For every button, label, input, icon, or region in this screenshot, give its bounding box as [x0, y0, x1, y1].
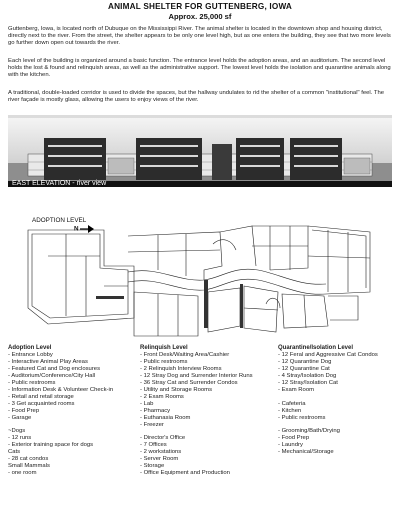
program-item: - Server Room: [140, 456, 179, 463]
intro-paragraph: Guttenberg, Iowa, is located north of Dubuque on the Mississippi River. The animal shelter is located in the downtown shop and housing district, directly next to the river. From the street, the shelter appears to be only one level high, but as one enters the building, they see that two more levels go further down open out towards the river.: [8, 26, 391, 47]
program-item: - Food Prep: [278, 435, 310, 442]
page-subtitle: Approx. 25,000 sf: [168, 12, 232, 21]
program-item: - Kitchen: [278, 407, 302, 414]
page-header: [0, 2, 400, 21]
quarantine-level-heading: Quarantine/Isolation Level: [278, 345, 354, 351]
elevation-caption: EAST ELEVATION - river view: [12, 180, 107, 187]
program-item: - Featured Cat and Dog enclosures: [8, 365, 101, 372]
program-item: - Mechanical/Storage: [278, 449, 334, 456]
program-item: - Freezer: [140, 421, 164, 428]
program-item: - 12 Feral and Aggressive Cat Condos: [278, 352, 378, 358]
program-item: Small Mammals: [8, 463, 50, 470]
north-arrow-icon: [80, 225, 94, 233]
program-item: - Front Desk/Waiting Area/Cashier: [140, 352, 230, 358]
program-item: - Information Desk & Volunteer Check-in: [8, 386, 114, 393]
program-item: - Cafeteria: [278, 400, 306, 407]
program-item: - Lab: [140, 400, 154, 407]
program-item: - Public restrooms: [278, 414, 326, 421]
program-item: - 7 Offices: [140, 442, 167, 449]
program-item: - 12 Quarantine Dog: [278, 358, 332, 365]
program-item: - 36 Stray Cat and Surrender Condos: [140, 379, 238, 386]
program-item: - 4 Stray/Isolation Dog: [278, 372, 337, 379]
adoption-level-heading: Adoption Level: [8, 345, 52, 351]
relinquish-level-list: [140, 345, 253, 477]
program-item: - 12 Stray Dog and Surrender Interior Runs: [140, 372, 253, 379]
north-arrow: [74, 225, 94, 233]
program-item: - 2 Exam Rooms: [140, 393, 184, 400]
program-item: - 28 cat condos: [8, 456, 49, 463]
program-item: - Exam Room: [278, 386, 315, 393]
program-item: - Laundry: [278, 442, 303, 449]
program-item: Cats: [8, 449, 21, 456]
program-item: [278, 394, 378, 401]
program-item: - Retail and retail storage: [8, 393, 74, 400]
levels-paragraph: Each level of the building is organized around a basic function. The entrance level holds the adoption areas, and an auditorium. The second level holds the lost & found and relinquish areas, as well as the administrative support. The lowest level holds the isolation and quarantine animals along with the kitchen.: [8, 58, 391, 79]
program-item: - Director's Office: [140, 435, 186, 442]
page-title: ANIMAL SHELTER FOR GUTTENBERG, IOWA: [107, 2, 293, 11]
program-item: [278, 422, 378, 429]
program-item: - Public restrooms: [140, 358, 188, 365]
program-item: - Grooming/Bath/Drying: [278, 428, 340, 435]
north-label: N: [74, 225, 79, 233]
program-item: - 2 Relinquish Interview Rooms: [140, 365, 222, 372]
program-item: [8, 422, 113, 429]
program-item: - Pharmacy: [140, 407, 171, 414]
program-item: - Office Equipment and Production: [140, 470, 230, 477]
program-item: - 2 workstations: [140, 449, 182, 456]
program-item: - 3 Get acquainted rooms: [8, 400, 75, 407]
program-item: - Storage: [140, 463, 165, 470]
adoption-level-list: [8, 345, 113, 477]
program-item: ~Dogs: [8, 428, 26, 435]
program-item: - 12 Quarantine Cat: [278, 365, 330, 372]
program-item: - Garage: [8, 414, 32, 421]
program-item: - Euthanasia Room: [140, 414, 191, 421]
program-item: - 12 Stray/Isolation Cat: [278, 379, 338, 386]
program-item: - Entrance Lobby: [8, 352, 53, 358]
program-item: - one room: [8, 470, 37, 477]
relinquish-level-heading: Relinquish Level: [140, 345, 188, 351]
program-item: [140, 428, 253, 435]
program-item: - Auditorium/Conference/City Hall: [8, 372, 96, 379]
east-elevation-drawing: [8, 115, 392, 187]
program-item: - Public restrooms: [8, 379, 56, 386]
program-item: - Exterior training space for dogs: [8, 442, 94, 449]
quarantine-level-list: [278, 345, 378, 456]
plan-level-label: ADOPTION LEVEL: [32, 217, 87, 224]
program-item: - Food Prep: [8, 407, 40, 414]
program-item: - 12 runs: [8, 435, 32, 442]
program-item: - Interactive Animal Play Areas: [8, 358, 88, 365]
corridor-paragraph: A traditional, double-loaded corridor is used to divide the spaces, but the hallway undulates to rid the shelter of a common "institutional" feel. The river façade is mostly glass, allowing the users to enjoy views of the river.: [8, 90, 385, 104]
program-item: - Utility and Storage Rooms: [140, 386, 213, 393]
